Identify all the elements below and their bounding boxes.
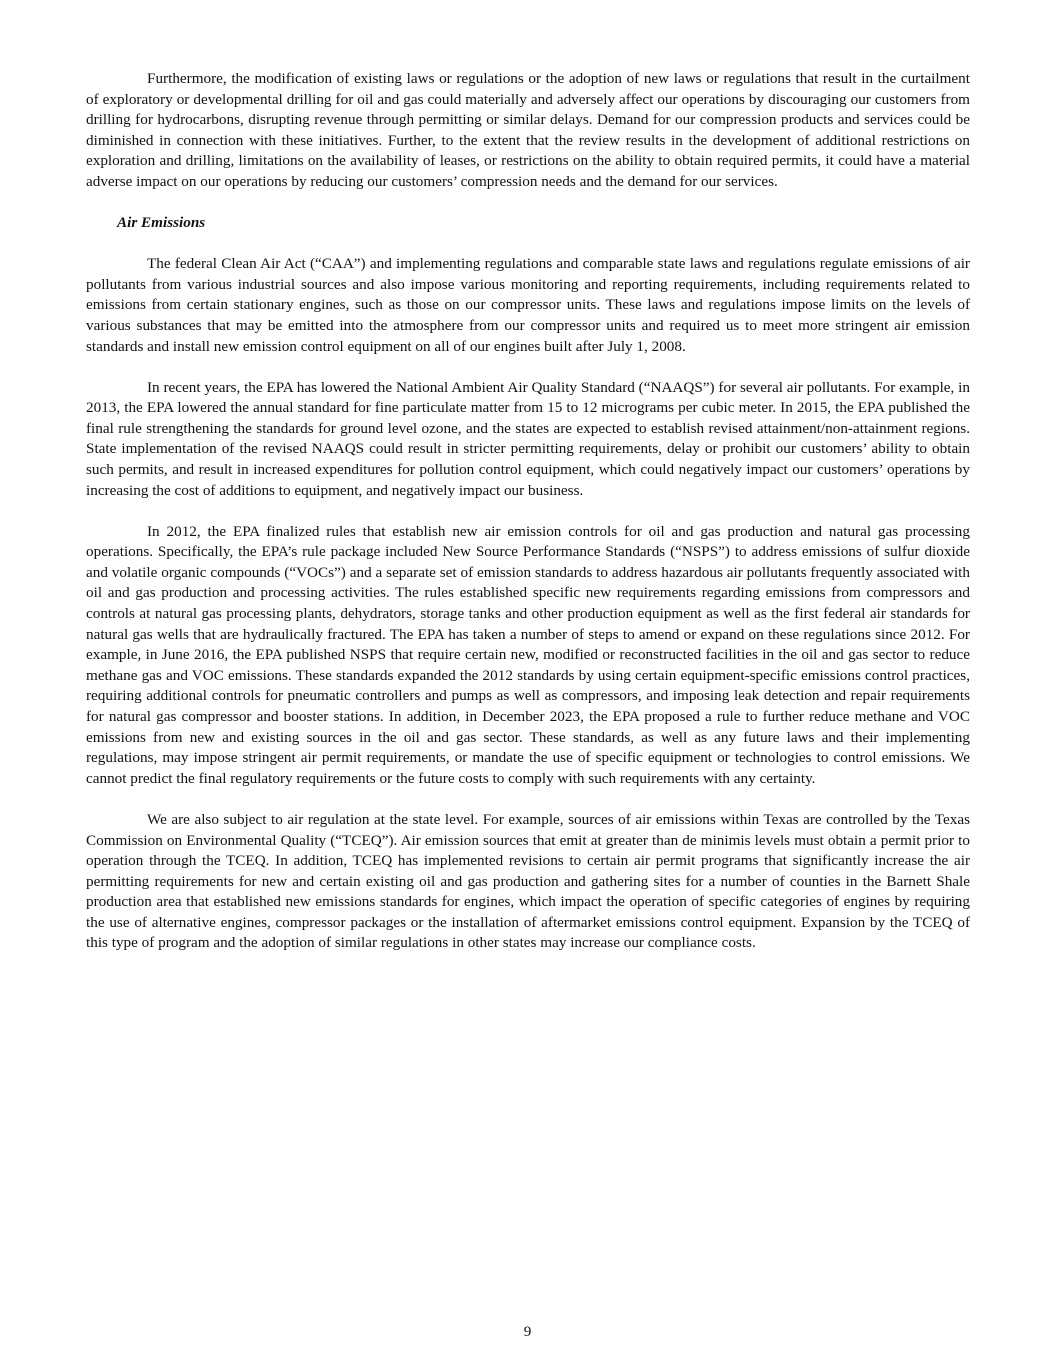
paragraph-nsps-rules: In 2012, the EPA finalized rules that establish new air emission controls for oil and gas production and natural gas processing operations. Specifically, the EPA’s rule package included New Source Performance Standards (“NSPS”) to address emissions of sulfur dioxide and volatile organic compounds (“VOCs”) and a separate set of emission standards to address hazardous air pollutants frequently associated with oil and gas production and processing activities. The rules established specific new requirements regarding emissions from compressors and controls at natural gas processing plants, dehydrators, storage tanks and other production equipment as well as the first federal air standards for natural gas wells that are hydraulically fractured. The EPA has taken a number of steps to amend or expand on these regulations since 2012. For example, in June 2016, the EPA published NSPS that require certain new, modified or reconstructed facilities in the oil and gas sector to reduce methane gas and VOC emissions. These standards expanded the 2012 standards by using certain equipment-specific emissions control practices, requiring additional controls for pneumatic controllers and pumps as well as compressors, and imposing leak detection and repair requirements for natural gas compressor and booster stations. In addition, in December 2023, the EPA proposed a rule to further reduce methane and VOC emissions from new and existing sources in the oil and gas sector. These standards, as well as any future laws and their implementing regulations, may impose stringent air permit requirements, or mandate the use of specific equipment or technologies to control emissions. We cannot predict the final regulatory requirements or the future costs to comply with such requirements with any certainty.	[86, 522, 970, 787]
document-page	[86, 69, 970, 975]
paragraph-clean-air-act: The federal Clean Air Act (“CAA”) and implementing regulations and comparable state laws and regulations regulate emissions of air pollutants from various industrial sources and also impose various monitoring and reporting requirements, including requirements related to emissions from certain stationary engines, such as those on our compressor units. These laws and regulations impose limits on the levels of various substances that may be emitted into the atmosphere from our compressor units and required us to meet more stringent air emission standards and install new emission control equipment on all of our engines built after July 1, 2008.	[86, 255, 970, 355]
section-heading-air-emissions: Air Emissions	[117, 214, 206, 232]
paragraph-state-regulation: We are also subject to air regulation at the state level. For example, sources of air emissions within Texas are controlled by the Texas Commission on Environmental Quality (“TCEQ”). Air emission sources that emit at greater than de minimis levels must obtain a permit prior to operation through the TCEQ. In addition, TCEQ has implemented revisions to certain air permit programs that significantly increase the air permitting requirements for new and certain existing oil and gas production and gathering sites for a number of counties in the Barnett Shale production area that established new emissions standards for engines, which impact the operation of specific categories of engines by requiring the use of alternative engines, compressor packages or the installation of aftermarket emissions control equipment. Expansion by the TCEQ of this type of program and the adoption of similar regulations in other states may increase our compliance costs.	[86, 810, 970, 952]
paragraph-naaqs: In recent years, the EPA has lowered the National Ambient Air Quality Standard (“NAAQS”) for several air pollutants. For example, in 2013, the EPA lowered the annual standard for fine particulate matter from 15 to 12 micrograms per cubic meter. In 2015, the EPA published the final rule strengthening the standards for ground level ozone, and the states are expected to establish revised attainment/non-attainment regions. State implementation of the revised NAAQS could result in stricter permitting requirements, delay or prohibit our customers’ ability to obtain such permits, and result in increased expenditures for pollution control equipment, which could negatively impact our customers’ operations by increasing the cost of additions to equipment, and negatively impact our business.	[86, 378, 970, 499]
page-number: 9	[523, 1323, 532, 1340]
paragraph-regulation-impact: Furthermore, the modification of existing laws or regulations or the adoption of new laws or regulations that result in the curtailment of exploratory or developmental drilling for oil and gas could materially and adversely affect our operations by discouraging our customers from drilling for hydrocarbons, disrupting revenue through permitting or similar delays. Demand for our compression products and services could be diminished in connection with these initiatives. Further, to the extent that the review results in the development of additional restrictions on exploration and drilling, limitations on the availability of leases, or restrictions on the ability to obtain required permits, it could have a material adverse impact on our operations by reducing our customers’ compression needs and the demand for our services.	[86, 70, 970, 190]
